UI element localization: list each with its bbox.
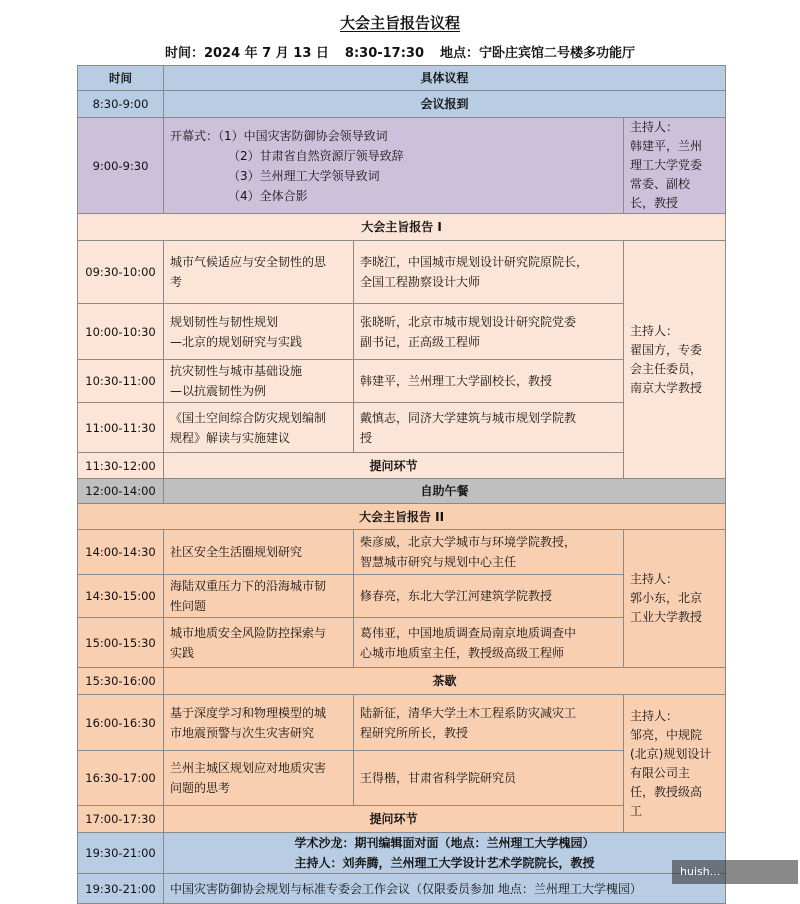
row-speaker: 王得楷，甘肃省科学院研究员 — [354, 751, 624, 806]
lunch-label: 自助午餐 — [164, 479, 726, 504]
session1-title-row — [78, 214, 726, 241]
table-row — [78, 695, 726, 751]
meeting-label: 中国灾害防御协会规划与标准专委会工作会议（仅限委员参加 地点：兰州理工大学槐园） — [164, 874, 726, 904]
row-time: 15:00-15:30 — [78, 618, 164, 668]
session2-title: 大会主旨报告 II — [78, 504, 726, 530]
opening-time: 9:00-9:30 — [78, 118, 164, 214]
opening-host: 主持人： 韩建平，兰州 理工大学党委 常委、副校 长，教授 — [624, 118, 726, 214]
row-time: 10:30-11:00 — [78, 360, 164, 403]
header-row — [78, 66, 726, 91]
row-speaker: 葛伟亚，中国地质调查局南京地质调查中 心城市地质室主任，教授级高级工程师 — [354, 618, 624, 668]
row-speaker: 李晓江，中国城市规划设计研究院原院长， 全国工程勘察设计大师 — [354, 241, 624, 304]
hours-text: 8:30-17:30 — [344, 46, 425, 61]
session3-host: 主持人： 邹亮，中规院 (北京)规划设计 有限公司主 任，教授级高 工 — [624, 695, 726, 833]
opening-program: 开幕式：（1）中国灾害防御协会领导致词 （2）甘肃省自然资源厅领导致辞 （3）兰州理工大学领导致词 （4）全体合影 — [164, 118, 624, 214]
header-time: 时间 — [78, 66, 164, 91]
row-topic: 城市地质安全风险防控探索与 实践 — [164, 618, 354, 668]
row-time: 10:00-10:30 — [78, 304, 164, 360]
session1-host: 主持人： 翟国方，专委 会主任委员， 南京大学教授 — [624, 241, 726, 479]
row-speaker: 修春亮，东北大学江河建筑学院教授 — [354, 575, 624, 618]
row-topic: 抗灾韧性与城市基础设施 —以抗震韧性为例 — [164, 360, 354, 403]
qa-label: 提问环节 — [164, 453, 624, 479]
tea-row — [78, 668, 726, 695]
row-time: 14:00-14:30 — [78, 530, 164, 575]
header-agenda: 具体议程 — [164, 66, 726, 91]
registration-label: 会议报到 — [164, 91, 726, 118]
salon-row — [78, 833, 726, 874]
page-title: 大会主旨报告议程 — [339, 14, 460, 32]
row-speaker: 韩建平，兰州理工大学副校长，教授 — [354, 360, 624, 403]
row-topic: 社区安全生活圈规划研究 — [164, 530, 354, 575]
table-row — [78, 530, 726, 575]
registration-row — [78, 91, 726, 118]
meeting-time: 19:30-21:00 — [78, 874, 164, 904]
row-topic: 基于深度学习和物理模型的城 市地震预警与次生灾害研究 — [164, 695, 354, 751]
date-text: 时间：2024 年 7 月 13 日 — [164, 46, 329, 61]
row-time: 16:30-17:00 — [78, 751, 164, 806]
registration-time: 8:30-9:00 — [78, 91, 164, 118]
meeting-row — [78, 874, 726, 904]
row-topic: 海陆双重压力下的沿海城市韧 性问题 — [164, 575, 354, 618]
salon-time: 19:30-21:00 — [78, 833, 164, 874]
session2-host: 主持人： 郭小东，北京 工业大学教授 — [624, 530, 726, 668]
row-speaker: 张晓昕，北京市城市规划设计研究院党委 副书记，正高级工程师 — [354, 304, 624, 360]
row-topic: 兰州主城区规划应对地质灾害 问题的思考 — [164, 751, 354, 806]
lunch-row — [78, 479, 726, 504]
opening-row — [78, 118, 726, 214]
row-topic: 城市气候适应与安全韧性的思 考 — [164, 241, 354, 304]
row-time: 14:30-15:00 — [78, 575, 164, 618]
watermark: huish... — [672, 860, 798, 884]
row-speaker: 陆新征，清华大学土木工程系防灾减灾工 程研究所所长，教授 — [354, 695, 624, 751]
agenda-table — [77, 65, 726, 904]
venue-text: 地点：宁卧庄宾馆二号楼多功能厅 — [440, 46, 636, 61]
row-time: 16:00-16:30 — [78, 695, 164, 751]
row-topic: 规划韧性与韧性规划 —北京的规划研究与实践 — [164, 304, 354, 360]
tea-label: 茶歇 — [164, 668, 726, 695]
session2-title-row — [78, 504, 726, 530]
table-row — [78, 241, 726, 304]
row-speaker: 柴彦威，北京大学城市与环境学院教授， 智慧城市研究与规划中心主任 — [354, 530, 624, 575]
qa-label: 提问环节 — [164, 806, 624, 833]
row-time: 09:30-10:00 — [78, 241, 164, 304]
lunch-time: 12:00-14:00 — [78, 479, 164, 504]
salon-details: 学术沙龙：期刊编辑面对面（地点：兰州理工大学槐园） 主持人：刘奔腾，兰州理工大学设计艺术学院院长，教授 — [164, 833, 726, 874]
page-subtitle — [0, 42, 800, 61]
tea-time: 15:30-16:00 — [78, 668, 164, 695]
row-time: 11:00-11:30 — [78, 403, 164, 453]
row-time: 17:00-17:30 — [78, 806, 164, 833]
row-time: 11:30-12:00 — [78, 453, 164, 479]
row-topic: 《国土空间综合防灾规划编制 规程》解读与实施建议 — [164, 403, 354, 453]
session1-title: 大会主旨报告 I — [78, 214, 726, 241]
row-speaker: 戴慎志，同济大学建筑与城市规划学院教 授 — [354, 403, 624, 453]
